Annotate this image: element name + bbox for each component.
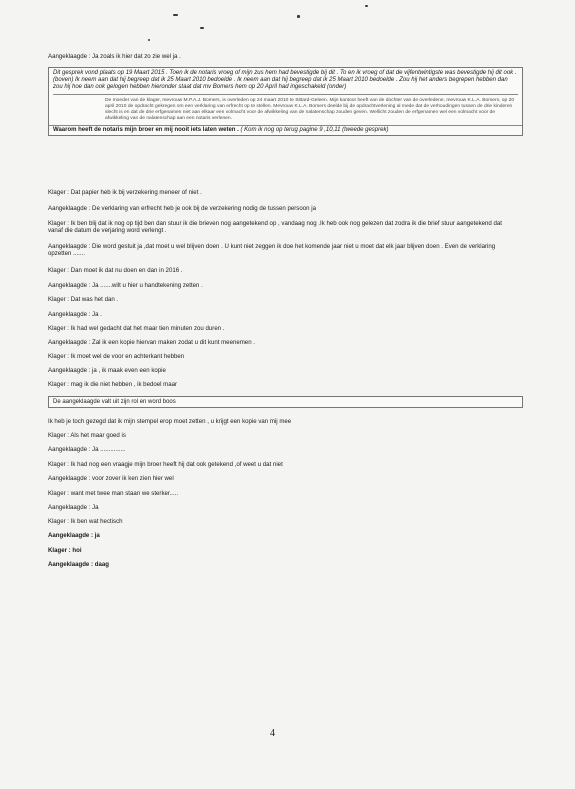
dialogue-line: Klager : Als het maar goed is — [48, 432, 126, 439]
box-intro: Dit gesprek vond plaats op 19 Maart 2015 . Toen ik de notaris vroeg of mijn zus hem had bevestigde bij dit . To en ik vroeg of dat de vijfentwintigste was bevestigde hij dit ook . (boven) Ik neem aan dat hij begreep dat ik 25 Maart 2010 bedoelde . Ik neem aan dat hij begreep dat ik 25 Maart 2010 bedoelde . Zou hij het anders begrepen hebben dan zou hij hoe dan ook gelogen hebben hieronder staat dat mv Bomers hem op 20 April had ingeschakeld (onder) — [53, 70, 517, 91]
dialogue-line: Aangeklaagde : ja , ik maak even een kopie — [48, 367, 166, 374]
dialogue-line: Aangeklaagde : Ja — [48, 504, 99, 511]
dialogue-line: Klager : hoi — [48, 547, 82, 554]
notary-box — [48, 67, 523, 136]
scan-speck — [200, 27, 204, 29]
dialogue-line: Klager : Ik ben wat hectisch — [48, 518, 123, 525]
dialogue-line: Klager : Ik had nog een vraagje mijn broer heeft hij dat ook getekend ,of weet u dat niet — [48, 461, 283, 468]
page-number: 4 — [270, 728, 275, 739]
dialogue-line: Aangeklaagde : daag — [48, 561, 109, 568]
dialogue-line: Aangeklaagde : Ja ............... — [48, 446, 126, 453]
box-quote: De moeder van de klager, mevrouw M.P.A.J. Bomers, is overleden op 24 maart 2010 te Sittard-Geleen. Mijn kantoor heeft van de dochter van de overledene, mevrouw K.L.A. Bomers, op 20 april 2010 de opdracht gekregen om een verklaring van erfrecht op te stellen. Mevrouw K.L.A. Bomers deelde bij de opdrachtverlening al mede dat de verhoudingen tussen de drie kinderen slecht is en dat de drie erfgenamen niet aan elkaar een volmacht voor de afwikkeling van de nalatenschap zouden geven. Wellicht zouden de erfgenamen wel een volmacht voor de afwikkeling van de nalatenschap aan een notaris verlenen. — [53, 94, 518, 125]
box-question-note: ( Kom ik nog op terug pagine 9 ,10,11 (tweede gesprek) — [240, 126, 389, 133]
scan-speck — [365, 5, 368, 7]
dialogue-line: Klager : Dat was het dan . — [48, 296, 119, 303]
dialogue-line: Klager : Ik moet wel de voor en achterkant hebben — [48, 353, 185, 360]
dialogue-line: Aangeklaagde : Ja . — [48, 311, 102, 318]
dialogue-line: Klager : Ik had wel gedacht dat het maar tien minuten zou duren . — [48, 325, 225, 332]
top-line: Aangeklaagde : Ja zoals ik hier dat zo zie wel ja . — [48, 53, 181, 60]
dialogue-line: Klager : mag ik die niet hebben , ik bedoel maar — [48, 381, 178, 388]
box-question-row — [49, 125, 522, 135]
dialogue-line: Klager : Dat papier heb ik bij verzekering meneer of niet . — [48, 189, 202, 196]
box-question: Waarom heeft de notaris mijn broer en mij nooit iets laten weten . — [53, 126, 239, 133]
dialogue-line: Klager : Ik ben blij dat ik nog op tijd ben dan stuur ik die brieven nog aangetekend op , vandaag nog .Ik heb ook nog gelezen dat zodra ik die brief stuur aangetekend dat vanaf die datum de verjaring word verlengt . — [48, 220, 502, 234]
scan-speck — [148, 39, 150, 41]
scan-speck — [297, 15, 300, 18]
dialogue-line: Aangeklaagde : voor zover ik ken zien hier wel — [48, 475, 174, 482]
boxed-remark: De aangeklaagde valt uit zijn rol en word boos — [48, 396, 523, 408]
dialogue-line: Ik heb je toch gezegd dat ik mijn stempel erop moet zetten , u krijgt een kopie van mij mee — [48, 418, 292, 425]
dialogue-line: Aangeklaagde : De verklaring van erfrecht heb je ook bij de verzekering nodig de tussen persoon ja — [48, 205, 316, 212]
dialogue-line: Aangeklaagde : Zal ik een kopie hiervan maken zodat u dit kunt meenemen . — [48, 339, 255, 346]
dialogue-line: Aangeklaagde : Die word gestuit ja ,dat moet u wel blijven doen . U kunt niet zeggen ik doe het komende jaar niet u moet dat elk jaar blijven doen . Even de verklaring opzetten ....... — [48, 243, 496, 257]
dialogue-line: Aangeklaagde : ja — [48, 532, 100, 539]
dialogue-line: Klager : want met twee man staan we sterker..... — [48, 490, 179, 497]
dialogue-line: Klager : Dan moet ik dat nu doen en dan in 2016 . — [48, 267, 183, 274]
scan-speck — [173, 14, 178, 16]
dialogue-line: Aangeklaagde : Ja .......wilt u hier u handtekening zetten . — [48, 282, 203, 289]
